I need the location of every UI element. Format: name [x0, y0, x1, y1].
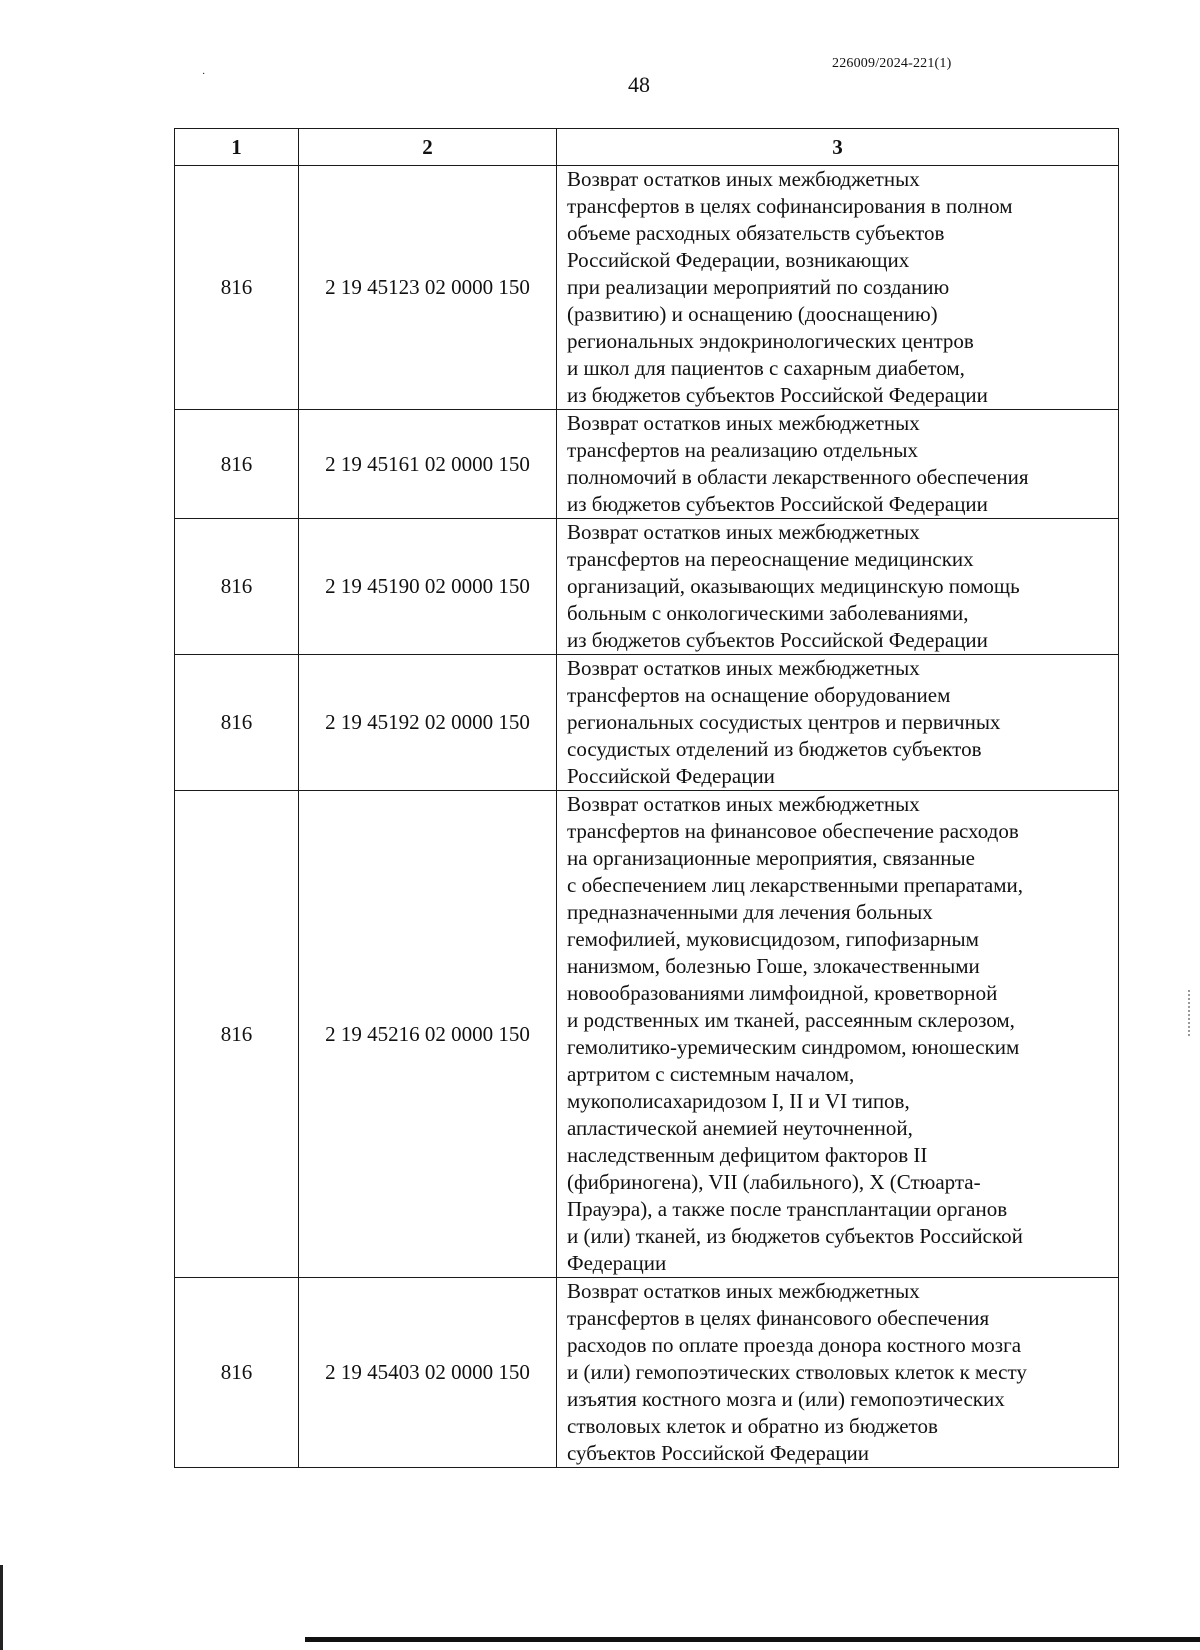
document-id: 226009/2024-221(1): [832, 56, 952, 71]
budget-codes-table: [174, 128, 1119, 1468]
column-header-1: 1: [175, 129, 299, 166]
budget-code-cell: 2 19 45403 02 0000 150: [299, 1278, 557, 1468]
admin-code-cell: 816: [175, 791, 299, 1278]
budget-code-cell: 2 19 45192 02 0000 150: [299, 655, 557, 791]
description-cell: Возврат остатков иных межбюджетных трансфертов в целях финансового обеспечения расходов по оплате проезда донора костного мозга и (или) гемопоэтических стволовых клеток к месту изъятия костного мозга и (или) гемопоэтических стволовых клеток и обратно из бюджетов субъектов Российской Федерации: [557, 1278, 1119, 1468]
table-row: [175, 166, 1119, 410]
scan-bottom-edge: [305, 1637, 1200, 1642]
budget-code-cell: 2 19 45190 02 0000 150: [299, 519, 557, 655]
description-cell: Возврат остатков иных межбюджетных трансфертов на реализацию отдельных полномочий в области лекарственного обеспечения из бюджетов субъектов Российской Федерации: [557, 410, 1119, 519]
description-cell: Возврат остатков иных межбюджетных трансфертов в целях софинансирования в полном объеме расходных обязательств субъектов Российской Федерации, возникающих при реализации мероприятий по созданию (развитию) и оснащению (дооснащению) региональных эндокринологических центров и школ для пациентов с сахарным диабетом, из бюджетов субъектов Российской Федерации: [557, 166, 1119, 410]
description-cell: Возврат остатков иных межбюджетных трансфертов на оснащение оборудованием региональных сосудистых центров и первичных сосудистых отделений из бюджетов субъектов Российской Федерации: [557, 655, 1119, 791]
budget-code-cell: 2 19 45123 02 0000 150: [299, 166, 557, 410]
budget-code-cell: 2 19 45161 02 0000 150: [299, 410, 557, 519]
table-row: [175, 655, 1119, 791]
table-row: [175, 519, 1119, 655]
admin-code-cell: 816: [175, 655, 299, 791]
admin-code-cell: 816: [175, 519, 299, 655]
table-header-row: [175, 129, 1119, 166]
column-header-2: 2: [299, 129, 557, 166]
table-row: [175, 791, 1119, 1278]
description-cell: Возврат остатков иных межбюджетных трансфертов на переоснащение медицинских организаций, оказывающих медицинскую помощь больным с онкологическими заболеваниями, из бюджетов субъектов Российской Федерации: [557, 519, 1119, 655]
table-row: [175, 1278, 1119, 1468]
scan-left-edge: [0, 1565, 3, 1650]
table-row: [175, 410, 1119, 519]
admin-code-cell: 816: [175, 410, 299, 519]
page-number: 48: [628, 72, 650, 97]
column-header-3: 3: [557, 129, 1119, 166]
budget-code-cell: 2 19 45216 02 0000 150: [299, 791, 557, 1278]
admin-code-cell: 816: [175, 1278, 299, 1468]
description-cell: Возврат остатков иных межбюджетных трансфертов на финансовое обеспечение расходов на организационные мероприятия, связанные с обеспечением лиц лекарственными препаратами, предназначенными для лечения больных гемофилией, муковисцидозом, гипофизарным нанизмом, болезнью Гоше, злокачественными новообразованиями лимфоидной, кроветворной и родственных им тканей, рассеянным склерозом, гемолитико-уремическим синдромом, юношеским артритом с системным началом, мукополисахаридозом I, II и VI типов, апластической анемией неуточненной, наследственным дефицитом факторов II (фибриногена), VII (лабильного), X (Стюарта- Прауэра), а также после трансплантации органов и (или) тканей, из бюджетов субъектов Российской Федерации: [557, 791, 1119, 1278]
scan-edge-marks: [1186, 990, 1190, 1036]
scan-speck: ·: [202, 69, 206, 80]
admin-code-cell: 816: [175, 166, 299, 410]
